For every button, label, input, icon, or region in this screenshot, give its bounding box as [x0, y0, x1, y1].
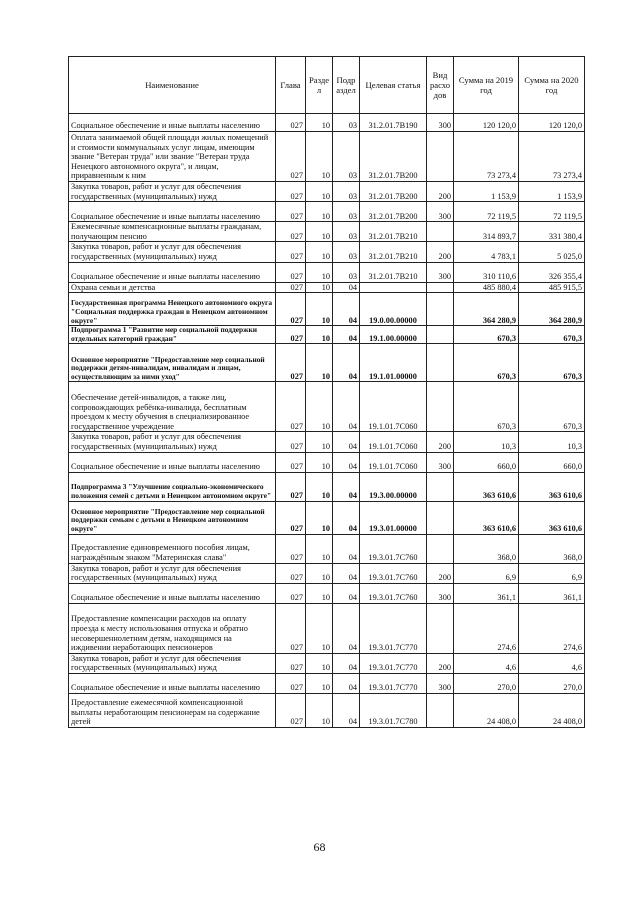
row-sum-2019: 72 119,5 — [454, 202, 519, 222]
table-row — [69, 202, 585, 222]
row-name: Предоставление компенсации расходов на оплату проезда к месту использования отпуска и обратно несовершеннолетним детям, находящимся на иждивении неработающих пенсионеров — [69, 603, 276, 653]
row-razdel: 10 — [306, 563, 333, 583]
row-sum-2020: 326 355,4 — [519, 262, 585, 282]
row-sum-2019: 670,3 — [454, 326, 519, 344]
row-podrazdel: 03 — [333, 182, 360, 202]
row-sum-2019: 120 120,0 — [454, 114, 519, 132]
row-glava: 027 — [276, 242, 306, 262]
row-vid — [427, 693, 454, 727]
row-sum-2020: 363 610,6 — [519, 501, 585, 534]
row-sum-2019: 1 153,9 — [454, 182, 519, 202]
row-name: Охрана семьи и детства — [69, 282, 276, 293]
table-row — [69, 382, 585, 432]
row-glava: 027 — [276, 534, 306, 563]
row-sum-2020: 670,3 — [519, 344, 585, 382]
row-podrazdel: 03 — [333, 222, 360, 242]
row-glava: 027 — [276, 472, 306, 501]
row-target: 19.1.01.7С060 — [360, 452, 427, 472]
row-podrazdel: 04 — [333, 583, 360, 603]
row-sum-2020: 670,3 — [519, 326, 585, 344]
header-podrazdel: Подр аздел — [333, 57, 360, 114]
row-name: Социальное обеспечение и иные выплаты населению — [69, 452, 276, 472]
page-number: 68 — [313, 840, 326, 854]
table-row — [69, 693, 585, 727]
table-row — [69, 132, 585, 182]
row-vid — [427, 603, 454, 653]
row-sum-2020: 270,0 — [519, 673, 585, 693]
row-target — [360, 282, 427, 293]
budget-table — [68, 56, 585, 728]
table-row — [69, 432, 585, 452]
table-row — [69, 472, 585, 501]
table-row — [69, 282, 585, 293]
row-razdel: 10 — [306, 132, 333, 182]
row-target: 19.3.01.7С760 — [360, 583, 427, 603]
row-glava: 027 — [276, 326, 306, 344]
row-vid — [427, 472, 454, 501]
row-razdel: 10 — [306, 583, 333, 603]
row-name: Основное мероприятие "Предоставление мер социальной поддержки детям-инвалидам, инвалидам и лицам, осуществляющим за ними уход" — [69, 344, 276, 382]
row-sum-2020: 4,6 — [519, 653, 585, 673]
table-row — [69, 603, 585, 653]
row-podrazdel: 04 — [333, 673, 360, 693]
row-target: 19.3.01.7С770 — [360, 603, 427, 653]
row-glava: 027 — [276, 673, 306, 693]
row-target: 31.2.01.7В210 — [360, 222, 427, 242]
row-sum-2019: 10,3 — [454, 432, 519, 452]
table-row — [69, 182, 585, 202]
row-vid — [427, 132, 454, 182]
row-vid — [427, 293, 454, 326]
row-sum-2020: 363 610,6 — [519, 472, 585, 501]
row-name: Социальное обеспечение и иные выплаты населению — [69, 583, 276, 603]
row-glava: 027 — [276, 344, 306, 382]
row-vid — [427, 222, 454, 242]
row-razdel: 10 — [306, 222, 333, 242]
row-glava: 027 — [276, 501, 306, 534]
table-row — [69, 452, 585, 472]
row-glava: 027 — [276, 202, 306, 222]
row-name: Подпрограмма 1 "Развитие мер социальной поддержки отдельных категорий граждан" — [69, 326, 276, 344]
row-glava: 027 — [276, 132, 306, 182]
table-row — [69, 262, 585, 282]
row-podrazdel: 04 — [333, 693, 360, 727]
row-glava: 027 — [276, 222, 306, 242]
row-name: Государственная программа Ненецкого автономного округа "Социальная поддержка граждан в Ненецком автономном округе" — [69, 293, 276, 326]
table-header-row — [69, 57, 585, 114]
row-podrazdel: 03 — [333, 114, 360, 132]
row-name: Закупка товаров, работ и услуг для обеспечения государственных (муниципальных) нужд — [69, 242, 276, 262]
row-vid — [427, 326, 454, 344]
row-razdel: 10 — [306, 472, 333, 501]
row-sum-2019: 368,0 — [454, 534, 519, 563]
row-sum-2019: 485 880,4 — [454, 282, 519, 293]
row-razdel: 10 — [306, 262, 333, 282]
table-row — [69, 534, 585, 563]
row-podrazdel: 04 — [333, 472, 360, 501]
row-sum-2020: 72 119,5 — [519, 202, 585, 222]
row-name: Закупка товаров, работ и услуг для обеспечения государственных (муниципальных) нужд — [69, 563, 276, 583]
row-podrazdel: 04 — [333, 653, 360, 673]
row-glava: 027 — [276, 583, 306, 603]
row-target: 31.2.01.7В210 — [360, 262, 427, 282]
row-name: Оплата занимаемой общей площади жилых помещений и стоимости коммунальных услуг лицам, имеющим звание "Ветеран труда" или звание "Ветеран труда Ненецкого автономного округа", и лицам, приравненным к ним — [69, 132, 276, 182]
table-row — [69, 344, 585, 382]
row-sum-2020: 660,0 — [519, 452, 585, 472]
table-row — [69, 501, 585, 534]
table-row — [69, 673, 585, 693]
row-sum-2020: 274,6 — [519, 603, 585, 653]
row-podrazdel: 04 — [333, 452, 360, 472]
table-row — [69, 293, 585, 326]
row-sum-2019: 73 273,4 — [454, 132, 519, 182]
row-target: 19.3.01.7С770 — [360, 673, 427, 693]
row-target: 19.1.01.7С060 — [360, 382, 427, 432]
row-podrazdel: 03 — [333, 262, 360, 282]
row-vid: 200 — [427, 563, 454, 583]
row-name: Обеспечение детей-инвалидов, а также лиц, сопровождающих ребёнка-инвалида, бесплатным проездом к месту обучения в специализированное государственное учреждение — [69, 382, 276, 432]
row-sum-2019: 670,3 — [454, 382, 519, 432]
row-razdel: 10 — [306, 534, 333, 563]
row-vid: 200 — [427, 182, 454, 202]
row-glava: 027 — [276, 182, 306, 202]
row-sum-2019: 24 408,0 — [454, 693, 519, 727]
row-podrazdel: 04 — [333, 382, 360, 432]
row-razdel: 10 — [306, 432, 333, 452]
row-glava: 027 — [276, 382, 306, 432]
row-razdel: 10 — [306, 693, 333, 727]
row-vid: 300 — [427, 262, 454, 282]
row-vid — [427, 382, 454, 432]
row-name: Социальное обеспечение и иные выплаты населению — [69, 202, 276, 222]
table-row — [69, 222, 585, 242]
row-sum-2019: 274,6 — [454, 603, 519, 653]
row-vid: 300 — [427, 202, 454, 222]
row-target: 19.1.01.00000 — [360, 344, 427, 382]
row-sum-2020: 670,3 — [519, 382, 585, 432]
header-sum-2020: Сумма на 2020 год — [519, 57, 585, 114]
row-vid: 300 — [427, 114, 454, 132]
row-target: 19.3.00.00000 — [360, 472, 427, 501]
row-razdel: 10 — [306, 653, 333, 673]
row-name: Закупка товаров, работ и услуг для обеспечения государственных (муниципальных) нужд — [69, 432, 276, 452]
row-target: 19.3.01.7С770 — [360, 653, 427, 673]
row-target: 19.3.01.7С760 — [360, 563, 427, 583]
row-target: 19.3.01.00000 — [360, 501, 427, 534]
row-glava: 027 — [276, 693, 306, 727]
row-podrazdel: 04 — [333, 603, 360, 653]
row-glava: 027 — [276, 452, 306, 472]
row-name: Социальное обеспечение и иные выплаты населению — [69, 262, 276, 282]
row-podrazdel: 04 — [333, 344, 360, 382]
row-razdel: 10 — [306, 501, 333, 534]
row-sum-2019: 660,0 — [454, 452, 519, 472]
row-name: Предоставление ежемесячной компенсационной выплаты неработающим пенсионерам на содержание детей — [69, 693, 276, 727]
row-glava: 027 — [276, 432, 306, 452]
row-glava: 027 — [276, 293, 306, 326]
row-podrazdel: 04 — [333, 501, 360, 534]
row-vid: 200 — [427, 653, 454, 673]
row-sum-2020: 5 025,0 — [519, 242, 585, 262]
row-name: Социальное обеспечение и иные выплаты населению — [69, 114, 276, 132]
row-sum-2020: 361,1 — [519, 583, 585, 603]
row-target: 19.1.01.7С060 — [360, 432, 427, 452]
table-row — [69, 242, 585, 262]
row-sum-2020: 120 120,0 — [519, 114, 585, 132]
row-name: Подпрограмма 3 "Улучшение социально-экономического положения семей с детьми в Ненецком автономном округе" — [69, 472, 276, 501]
row-vid: 300 — [427, 452, 454, 472]
row-glava: 027 — [276, 262, 306, 282]
row-razdel: 10 — [306, 673, 333, 693]
row-glava: 027 — [276, 653, 306, 673]
row-vid — [427, 501, 454, 534]
header-vid: Вид расхо дов — [427, 57, 454, 114]
row-vid — [427, 534, 454, 563]
table-row — [69, 583, 585, 603]
row-sum-2019: 363 610,6 — [454, 501, 519, 534]
row-sum-2020: 6,9 — [519, 563, 585, 583]
header-glava: Глава — [276, 57, 306, 114]
row-podrazdel: 04 — [333, 326, 360, 344]
row-podrazdel: 04 — [333, 534, 360, 563]
row-sum-2019: 310 110,6 — [454, 262, 519, 282]
row-razdel: 10 — [306, 182, 333, 202]
row-sum-2020: 364 280,9 — [519, 293, 585, 326]
header-name: Наименование — [69, 57, 276, 114]
row-glava: 027 — [276, 282, 306, 293]
row-sum-2020: 10,3 — [519, 432, 585, 452]
row-target: 31.2.01.7В210 — [360, 242, 427, 262]
row-sum-2020: 485 915,5 — [519, 282, 585, 293]
row-vid: 200 — [427, 242, 454, 262]
row-glava: 027 — [276, 563, 306, 583]
row-razdel: 10 — [306, 293, 333, 326]
row-name: Ежемесячные компенсационные выплаты гражданам, получающим пенсию — [69, 222, 276, 242]
row-razdel: 10 — [306, 326, 333, 344]
row-razdel: 10 — [306, 242, 333, 262]
row-sum-2019: 314 893,7 — [454, 222, 519, 242]
row-target: 31.2.01.7В190 — [360, 114, 427, 132]
row-sum-2019: 363 610,6 — [454, 472, 519, 501]
row-vid: 300 — [427, 583, 454, 603]
table-row — [69, 326, 585, 344]
row-vid — [427, 344, 454, 382]
row-vid — [427, 282, 454, 293]
row-sum-2019: 4,6 — [454, 653, 519, 673]
row-razdel: 10 — [306, 202, 333, 222]
row-glava: 027 — [276, 603, 306, 653]
row-podrazdel: 04 — [333, 293, 360, 326]
row-target: 19.3.01.7С780 — [360, 693, 427, 727]
row-sum-2019: 670,3 — [454, 344, 519, 382]
row-name: Социальное обеспечение и иные выплаты населению — [69, 673, 276, 693]
row-sum-2020: 331 380,4 — [519, 222, 585, 242]
row-vid: 200 — [427, 432, 454, 452]
row-razdel: 10 — [306, 282, 333, 293]
row-target: 19.0.00.00000 — [360, 293, 427, 326]
row-target: 31.2.01.7В200 — [360, 132, 427, 182]
table-row — [69, 114, 585, 132]
row-name: Закупка товаров, работ и услуг для обеспечения государственных (муниципальных) нужд — [69, 182, 276, 202]
row-razdel: 10 — [306, 114, 333, 132]
row-name: Предоставление единовременного пособия лицам, награждённым знаком "Материнская слава" — [69, 534, 276, 563]
row-target: 31.2.01.7В200 — [360, 182, 427, 202]
row-podrazdel: 04 — [333, 563, 360, 583]
row-podrazdel: 03 — [333, 242, 360, 262]
row-razdel: 10 — [306, 344, 333, 382]
row-name: Закупка товаров, работ и услуг для обеспечения государственных (муниципальных) нужд — [69, 653, 276, 673]
row-podrazdel: 03 — [333, 132, 360, 182]
header-razdel: Разде л — [306, 57, 333, 114]
row-razdel: 10 — [306, 452, 333, 472]
row-target: 19.1.00.00000 — [360, 326, 427, 344]
row-sum-2020: 24 408,0 — [519, 693, 585, 727]
row-sum-2020: 73 273,4 — [519, 132, 585, 182]
row-target: 31.2.01.7В200 — [360, 202, 427, 222]
row-sum-2019: 364 280,9 — [454, 293, 519, 326]
row-sum-2019: 361,1 — [454, 583, 519, 603]
row-sum-2019: 6,9 — [454, 563, 519, 583]
row-vid: 300 — [427, 673, 454, 693]
row-sum-2020: 368,0 — [519, 534, 585, 563]
row-podrazdel: 04 — [333, 282, 360, 293]
row-glava: 027 — [276, 114, 306, 132]
row-sum-2019: 4 783,1 — [454, 242, 519, 262]
row-podrazdel: 04 — [333, 432, 360, 452]
row-sum-2020: 1 153,9 — [519, 182, 585, 202]
row-target: 19.3.01.7С760 — [360, 534, 427, 563]
header-sum-2019: Сумма на 2019 год — [454, 57, 519, 114]
table-row — [69, 653, 585, 673]
row-podrazdel: 03 — [333, 202, 360, 222]
row-razdel: 10 — [306, 603, 333, 653]
row-razdel: 10 — [306, 382, 333, 432]
row-name: Основное мероприятие "Предоставление мер социальной поддержки семьям с детьми в Ненецком автономном округе" — [69, 501, 276, 534]
table-row — [69, 563, 585, 583]
row-sum-2019: 270,0 — [454, 673, 519, 693]
header-target: Целевая статья — [360, 57, 427, 114]
